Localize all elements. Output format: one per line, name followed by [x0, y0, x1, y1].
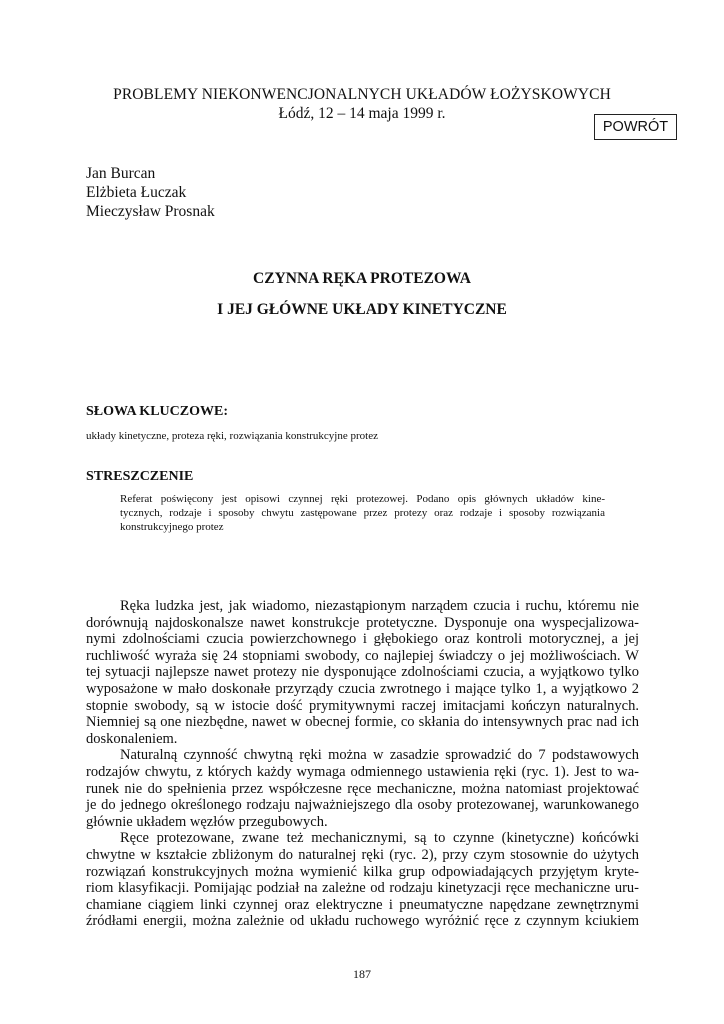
- body-line: stopnie swobody, są w istocie dość prymitywnymi raczej imitacjami kończyn naturalnych.: [86, 697, 639, 714]
- back-button[interactable]: POWRÓT: [594, 114, 677, 140]
- body-line: riom klasyfikacji. Pomijając podział na zależne od rodzaju kinetyzacji ręce mechaniczne uru-: [86, 880, 639, 897]
- abstract-heading: STRESZCZENIE: [86, 469, 194, 484]
- keywords-text: układy kinetyczne, proteza ręki, rozwiązania konstrukcyjne protez: [86, 430, 378, 442]
- paper-title-line-1: CZYNNA RĘKA PROTEZOWA: [253, 270, 471, 287]
- body-line: chamiane ciągiem linki czynnej oraz elektryczne i pneumatyczne napędzane zewnętrznymi: [86, 896, 639, 913]
- body-line: chwytne w kształcie zbliżonym do naturalnej ręki (ryc. 2), przy czym stosownie do użytych: [86, 846, 639, 863]
- author-name: Jan Burcan: [86, 165, 156, 182]
- abstract-line: konstrukcyjnego protez: [120, 521, 224, 533]
- author-name: Mieczysław Prosnak: [86, 203, 215, 220]
- body-line: źródłami energii, można zależnie od układu ruchowego wyróżnić ręce z czynnym kciukiem: [86, 913, 639, 930]
- page-number: 187: [353, 967, 371, 981]
- paper-title-line-2: I JEJ GŁÓWNE UKŁADY KINETYCZNE: [217, 301, 507, 318]
- body-line: nymi zdolnościami czucia powierzchownego i głębokiego oraz kontroli motorycznej, a jej: [86, 631, 639, 648]
- keywords-heading: SŁOWA KLUCZOWE:: [86, 404, 228, 419]
- body-line: rozwiązań konstrukcyjnych można wymienić kilka grup odpowiadających przyjętym kryte-: [86, 863, 639, 880]
- body-line: głównie układem węzłów przegubowych.: [86, 813, 328, 830]
- conference-location-date: Łódź, 12 – 14 maja 1999 r.: [278, 105, 446, 122]
- body-line: Naturalną czynność chwytną ręki można w zasadzie sprowadzić do 7 podstawowych: [120, 747, 639, 764]
- abstract-line: tycznych, rodzaje i sposoby chwytu zastępowane przez protezy oraz rodzaje i sposoby rozwiązania: [120, 507, 605, 519]
- conference-title: PROBLEMY NIEKONWENCJONALNYCH UKŁADÓW ŁOŻYSKOWYCH: [113, 86, 611, 103]
- body-line: ruchliwość wyraża się 24 stopniami swobody, co najlepiej świadczy o jej możliwościach. W: [86, 647, 639, 664]
- body-line: tej sytuacji najlepsze nawet protezy nie dysponujące zdolnościami czucia, a wyjątkowo tylko: [86, 664, 639, 681]
- body-line: Ręce protezowane, zwane też mechanicznymi, są to czynne (kinetyczne) końcówki: [120, 830, 639, 847]
- body-line: Ręka ludzka jest, jak wiadomo, niezastąpionym narządem czucia i ruchu, któremu nie: [120, 598, 639, 614]
- body-line: Niemniej są one niezbędne, nawet w obecnej formie, co skłania do intensywnych prac nad ich: [86, 714, 639, 731]
- body-text: [86, 598, 639, 930]
- body-line: runek nie do spełnienia przez współczesne ręce mechaniczne, można natomiast projektować: [86, 780, 639, 797]
- body-line: dorównują najdoskonalsze nawet konstrukcje protetyczne. Dysponuje ona wyspecjalizowa-: [86, 614, 639, 631]
- body-line: wyposażone w mało doskonałe przyrządy czucia zwrotnego i mające tylko 1, a wyjątkowo 2: [86, 680, 639, 697]
- body-line: rodzajów chwytu, z których każdy wymaga odmiennego ustawienia ręki (ryc. 1). Jest to wa-: [86, 763, 639, 780]
- abstract-text: [120, 492, 605, 534]
- author-name: Elżbieta Łuczak: [86, 184, 187, 201]
- body-line: doskonaleniem.: [86, 730, 178, 747]
- abstract-line: Referat poświęcony jest opisowi czynnej ręki protezowej. Podano opis głównych układów kine-: [120, 493, 605, 505]
- body-line: je do jednego określonego rodzaju najważniejszego dla osoby protezowanej, warunkowanego: [86, 797, 639, 814]
